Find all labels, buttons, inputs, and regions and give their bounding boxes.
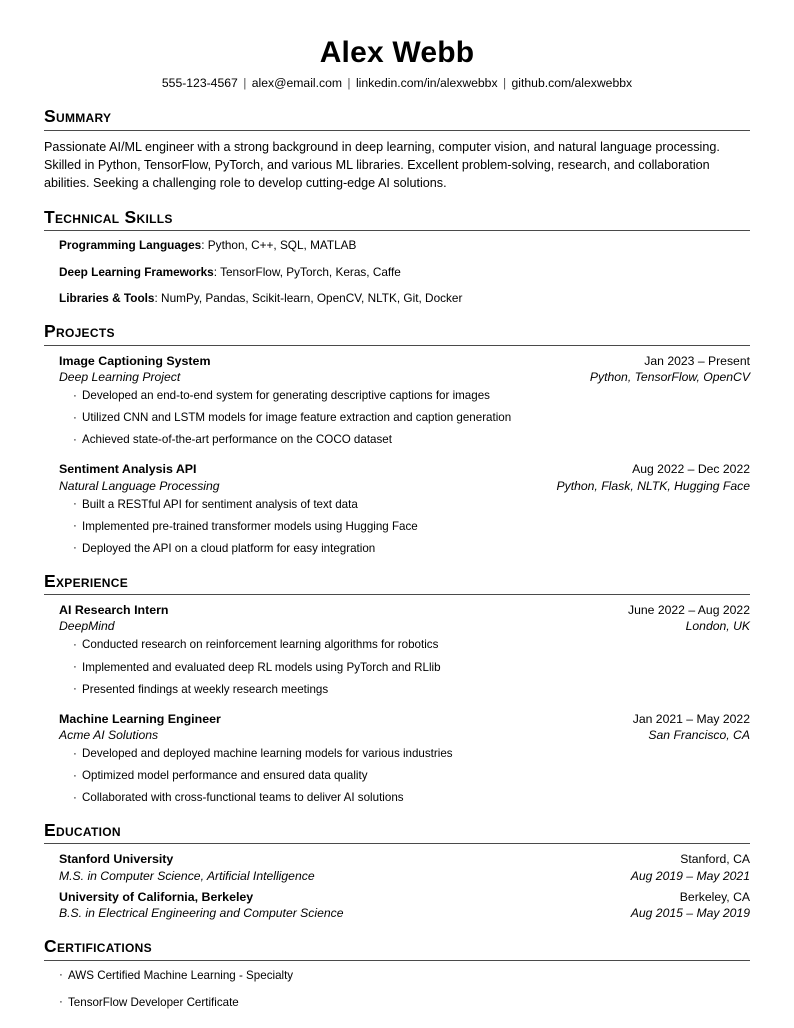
bullet-dot-icon: ·: [59, 995, 63, 1009]
bullet-dot-icon: ·: [73, 746, 77, 760]
bullet-dot-icon: ·: [73, 519, 77, 533]
job-date: Jan 2021 – May 2022: [632, 711, 750, 726]
certification-text: AWS Certified Machine Learning - Specialty: [68, 968, 294, 982]
school-name: University of California, Berkeley: [59, 889, 254, 904]
section-title-summary: Summary: [44, 106, 112, 127]
project-entry: [59, 461, 750, 556]
degree-name: B.S. in Electrical Engineering and Computer Science: [59, 906, 344, 921]
school-name: Stanford University: [59, 852, 174, 867]
section-rule: [44, 230, 750, 231]
project-subtitle: Natural Language Processing: [59, 478, 220, 493]
bullet-text: Utilized CNN and LSTM models for image feature extraction and caption generation: [82, 411, 512, 425]
project-tech: Python, Flask, NLTK, Hugging Face: [556, 478, 750, 493]
bullet-dot-icon: ·: [73, 410, 77, 424]
skill-values: : TensorFlow, PyTorch, Keras, Caffe: [213, 264, 401, 279]
section-title-education: Education: [44, 820, 121, 841]
bullet-text: Achieved state-of-the-art performance on the COCO dataset: [82, 433, 392, 447]
bullet-item: [73, 660, 750, 675]
bullet-dot-icon: ·: [73, 682, 77, 696]
skill-row: [59, 265, 750, 280]
section-rule: [44, 843, 750, 844]
school-location: Berkeley, CA: [679, 889, 750, 904]
project-bullets: [59, 497, 750, 556]
job-location: San Francisco, CA: [648, 728, 750, 743]
project-tech: Python, TensorFlow, OpenCV: [589, 369, 750, 384]
bullet-dot-icon: ·: [73, 790, 77, 804]
skill-category: Programming Languages: [59, 238, 202, 253]
school-location: Stanford, CA: [680, 852, 750, 867]
entry-sub-row: [59, 478, 750, 494]
education-entry: [59, 851, 750, 883]
contact-email[interactable]: alex@email.com: [251, 75, 343, 90]
bullet-text: Optimized model performance and ensured data quality: [82, 769, 368, 783]
contact-line: [44, 76, 750, 92]
bullet-text: Presented findings at weekly research meetings: [82, 682, 329, 696]
entry-sub-row: [59, 369, 750, 385]
contact-separator: |: [243, 75, 247, 90]
section-rule: [44, 345, 750, 346]
job-location: London, UK: [685, 619, 750, 634]
contact-phone[interactable]: 555-123-4567: [161, 75, 238, 90]
bullet-dot-icon: ·: [73, 388, 77, 402]
degree-name: M.S. in Computer Science, Artificial Intelligence: [59, 868, 315, 883]
section-technical-skills: [44, 207, 750, 306]
education-list: [44, 851, 750, 921]
certification-item: [59, 968, 750, 983]
job-title: Machine Learning Engineer: [59, 711, 221, 726]
bullet-item: [73, 497, 750, 512]
entry-header-row: [59, 851, 750, 867]
education-entry: [59, 889, 750, 921]
experience-list: [44, 602, 750, 805]
experience-entry: [59, 602, 750, 697]
contact-github[interactable]: github.com/alexwebbx: [511, 75, 633, 90]
bullet-dot-icon: ·: [73, 432, 77, 446]
section-experience: [44, 571, 750, 805]
job-title: AI Research Intern: [59, 603, 169, 617]
entry-header-row: [59, 461, 750, 477]
skill-row: [59, 291, 750, 306]
summary-text: Passionate AI/ML engineer with a strong background in deep learning, computer vision, and natural language processing. Skilled in Python, TensorFlow, PyTorch, and various ML libraries. Excellent problem-solving, research, and collaboration abilities. Seeking a challenging role to develop cutting-edge AI solutions.: [44, 139, 720, 191]
school-date: Aug 2019 – May 2021: [630, 868, 750, 883]
skill-category: Deep Learning Frameworks: [59, 264, 214, 279]
contact-linkedin[interactable]: linkedin.com/in/alexwebbx: [355, 75, 498, 90]
bullet-text: Built a RESTful API for sentiment analysis of text data: [82, 497, 358, 511]
section-rule: [44, 130, 750, 131]
bullet-item: [73, 746, 750, 761]
entry-sub-row: [59, 868, 750, 884]
bullet-item: [73, 637, 750, 652]
entry-sub-row: [59, 905, 750, 921]
certifications-list: [44, 968, 750, 1010]
entry-header-row: [59, 889, 750, 905]
bullet-dot-icon: ·: [73, 497, 77, 511]
entry-sub-row: [59, 727, 750, 743]
section-certifications: [44, 936, 750, 1009]
candidate-name: Alex Webb: [319, 36, 475, 69]
bullet-item: [73, 768, 750, 783]
bullet-text: Developed and deployed machine learning models for various industries: [82, 747, 453, 761]
project-title: Sentiment Analysis API: [59, 462, 197, 477]
section-title-certifications: Certifications: [44, 936, 152, 957]
project-title: Image Captioning System: [59, 353, 211, 368]
resume-header: [44, 0, 750, 91]
bullet-text: Collaborated with cross-functional teams to deliver AI solutions: [82, 791, 404, 805]
school-date: Aug 2015 – May 2019: [630, 906, 750, 921]
project-date: Jan 2023 – Present: [644, 353, 750, 368]
bullet-dot-icon: ·: [73, 637, 77, 651]
contact-separator: |: [502, 75, 507, 90]
bullet-text: Developed an end-to-end system for generating descriptive captions for images: [82, 389, 490, 403]
skills-list: [44, 238, 750, 306]
bullet-item: [73, 541, 750, 556]
bullet-dot-icon: ·: [73, 768, 77, 782]
contact-separator: |: [347, 75, 351, 90]
section-rule: [44, 594, 750, 595]
job-bullets: [59, 746, 750, 805]
section-rule: [44, 960, 750, 961]
job-bullets: [59, 637, 750, 696]
certification-text: TensorFlow Developer Certificate: [68, 995, 239, 1009]
section-title-experience: Experience: [44, 570, 129, 591]
entry-header-row: [59, 711, 750, 727]
skill-values: : Python, C++, SQL, MATLAB: [201, 238, 357, 253]
project-bullets: [59, 388, 750, 447]
bullet-text: Deployed the API on a cloud platform for easy integration: [82, 541, 376, 555]
skill-row: [59, 238, 750, 253]
bullet-dot-icon: ·: [59, 968, 63, 981]
employer-name: Acme AI Solutions: [59, 728, 159, 743]
entry-sub-row: [59, 618, 750, 634]
section-projects: [44, 321, 750, 555]
section-title-technical-skills: Technical Skills: [44, 207, 173, 228]
bullet-item: [73, 410, 750, 425]
section-title-projects: Projects: [44, 321, 115, 342]
project-entry: [59, 353, 750, 448]
certification-item: [59, 995, 750, 1010]
bullet-text: Implemented pre-trained transformer models using Hugging Face: [82, 519, 418, 533]
job-date: June 2022 – Aug 2022: [628, 603, 750, 617]
section-summary: [44, 106, 750, 192]
entry-header-row: [59, 353, 750, 369]
bullet-dot-icon: ·: [73, 541, 77, 555]
employer-name: DeepMind: [59, 619, 115, 634]
experience-entry: [59, 711, 750, 806]
bullet-dot-icon: ·: [73, 660, 77, 674]
project-date: Aug 2022 – Dec 2022: [632, 462, 750, 477]
projects-list: [44, 353, 750, 556]
skill-values: : NumPy, Pandas, Scikit-learn, OpenCV, NLTK, Git, Docker: [154, 291, 463, 306]
bullet-item: [73, 388, 750, 403]
bullet-text: Implemented and evaluated deep RL models using PyTorch and RLlib: [82, 660, 441, 674]
bullet-text: Conducted research on reinforcement learning algorithms for robotics: [82, 638, 439, 652]
bullet-item: [73, 682, 750, 697]
bullet-item: [73, 519, 750, 534]
section-education: [44, 820, 750, 921]
project-subtitle: Deep Learning Project: [59, 369, 181, 384]
bullet-item: [73, 790, 750, 805]
entry-header-row: [59, 602, 750, 618]
skill-category: Libraries & Tools: [59, 291, 155, 306]
bullet-item: [73, 432, 750, 447]
